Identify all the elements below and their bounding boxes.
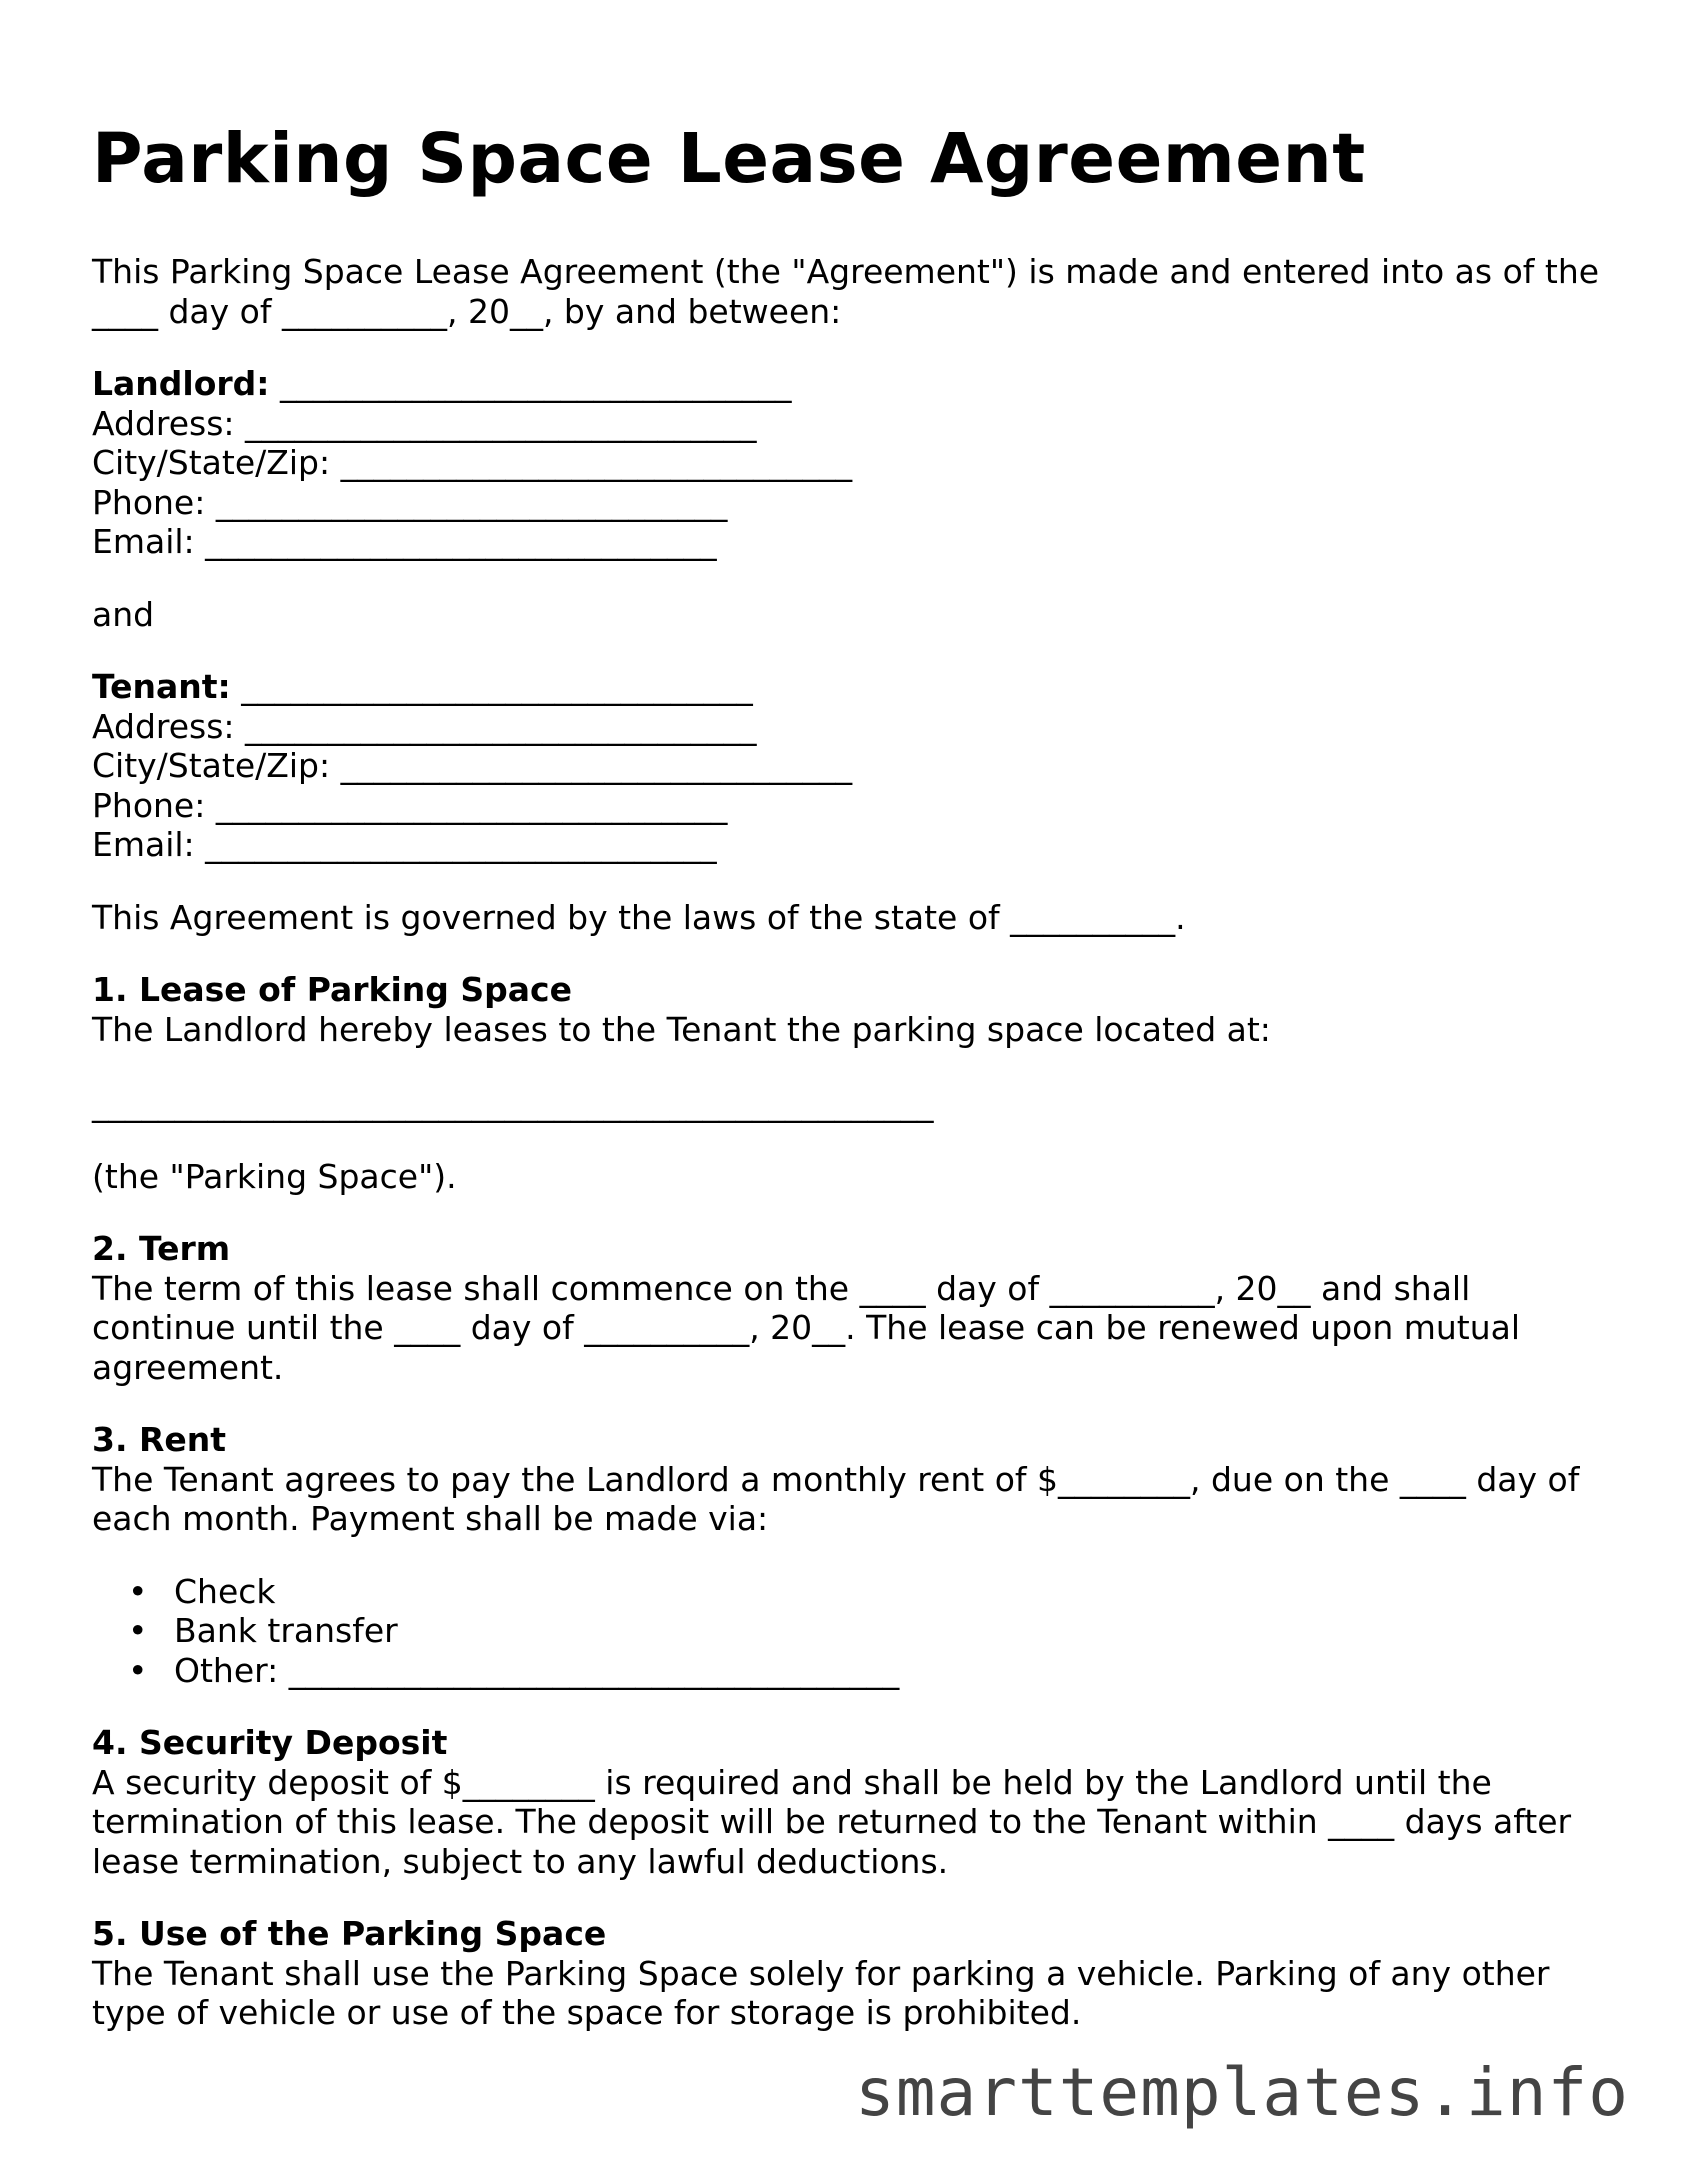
watermark: smarttemplates.info (855, 2054, 1629, 2131)
landlord-phone: Phone: _______________________________ (92, 482, 728, 522)
tenant-email: Email: _______________________________ (92, 825, 717, 864)
list-item (128, 1611, 1602, 1651)
section-lease-body: The Landlord hereby leases to the Tenant the parking space located at: (92, 1009, 1271, 1049)
landlord-name-line (92, 364, 1602, 404)
landlord-label: Landlord: (92, 364, 270, 403)
intro-paragraph: This Parking Space Lease Agreement (the "Agreement") is made and entered into as of the ____ day of __________, 20__, by and between: (92, 252, 1610, 331)
landlord-email: Email: _______________________________ (92, 522, 717, 561)
tenant-city-state-zip: City/State/Zip: _______________________________ (92, 746, 853, 785)
governing-law: This Agreement is governed by the laws of the state of __________. (92, 897, 1186, 937)
section-lease (92, 970, 1602, 1196)
parking-location-blank: ___________________________________________________ (92, 1084, 934, 1123)
landlord-address: Address: _______________________________ (92, 403, 757, 443)
landlord-name-blank: _______________________________ (269, 364, 792, 403)
section-use (92, 1914, 1602, 2033)
tenant-name-blank: _______________________________ (230, 667, 753, 706)
section-term (92, 1229, 1602, 1387)
document-page (92, 118, 1610, 2066)
landlord-city-state-zip: City/State/Zip: _______________________________ (92, 443, 853, 482)
payment-option-check: Check (174, 1571, 276, 1611)
section-rent-body: The Tenant agrees to pay the Landlord a monthly rent of $________, due on the ____ day of each month. Payment shall be made via: (92, 1459, 1590, 1538)
section-rent (92, 1420, 1602, 1690)
tenant-label: Tenant: (92, 667, 231, 706)
and-text: and (92, 594, 155, 634)
list-item (128, 1572, 1602, 1612)
payment-option-bank-transfer: Bank transfer (174, 1611, 398, 1650)
section-use-title: 5. Use of the Parking Space (92, 1914, 607, 1953)
section-term-title: 2. Term (92, 1229, 231, 1268)
document-title: Parking Space Lease Agreement (92, 119, 1366, 199)
section-use-body: The Tenant shall use the Parking Space solely for parking a vehicle. Parking of any other type of vehicle or use of the space for storage is prohibited. (92, 1953, 1560, 2032)
parking-space-definition: (the "Parking Space"). (92, 1156, 457, 1196)
section-rent-title: 3. Rent (92, 1420, 227, 1459)
tenant-address: Address: _______________________________ (92, 706, 757, 746)
tenant-name-line (92, 667, 1602, 707)
section-lease-title: 1. Lease of Parking Space (92, 970, 572, 1009)
list-item (128, 1651, 1602, 1691)
payment-option-other: Other: _____________________________________ (174, 1650, 900, 1690)
section-deposit-title: 4. Security Deposit (92, 1723, 448, 1762)
bullet-icon: • (128, 1650, 148, 1690)
tenant-phone: Phone: _______________________________ (92, 785, 728, 825)
section-deposit (92, 1723, 1602, 1881)
section-term-body: The term of this lease shall commence on the ____ day of __________, 20__ and shall continue until the ____ day of __________, 20__. The lease can be renewed upon mutual agreement. (92, 1268, 1531, 1387)
bullet-icon: • (128, 1571, 148, 1611)
payment-options-list (92, 1572, 1602, 1691)
section-deposit-body: A security deposit of $________ is required and shall be held by the Landlord until the termination of this lease. The deposit will be returned to the Tenant within ____ days after lease termination, subject to any lawful deductions. (92, 1762, 1582, 1881)
bullet-icon: • (128, 1611, 148, 1650)
landlord-block (92, 364, 1602, 562)
tenant-block (92, 667, 1602, 865)
